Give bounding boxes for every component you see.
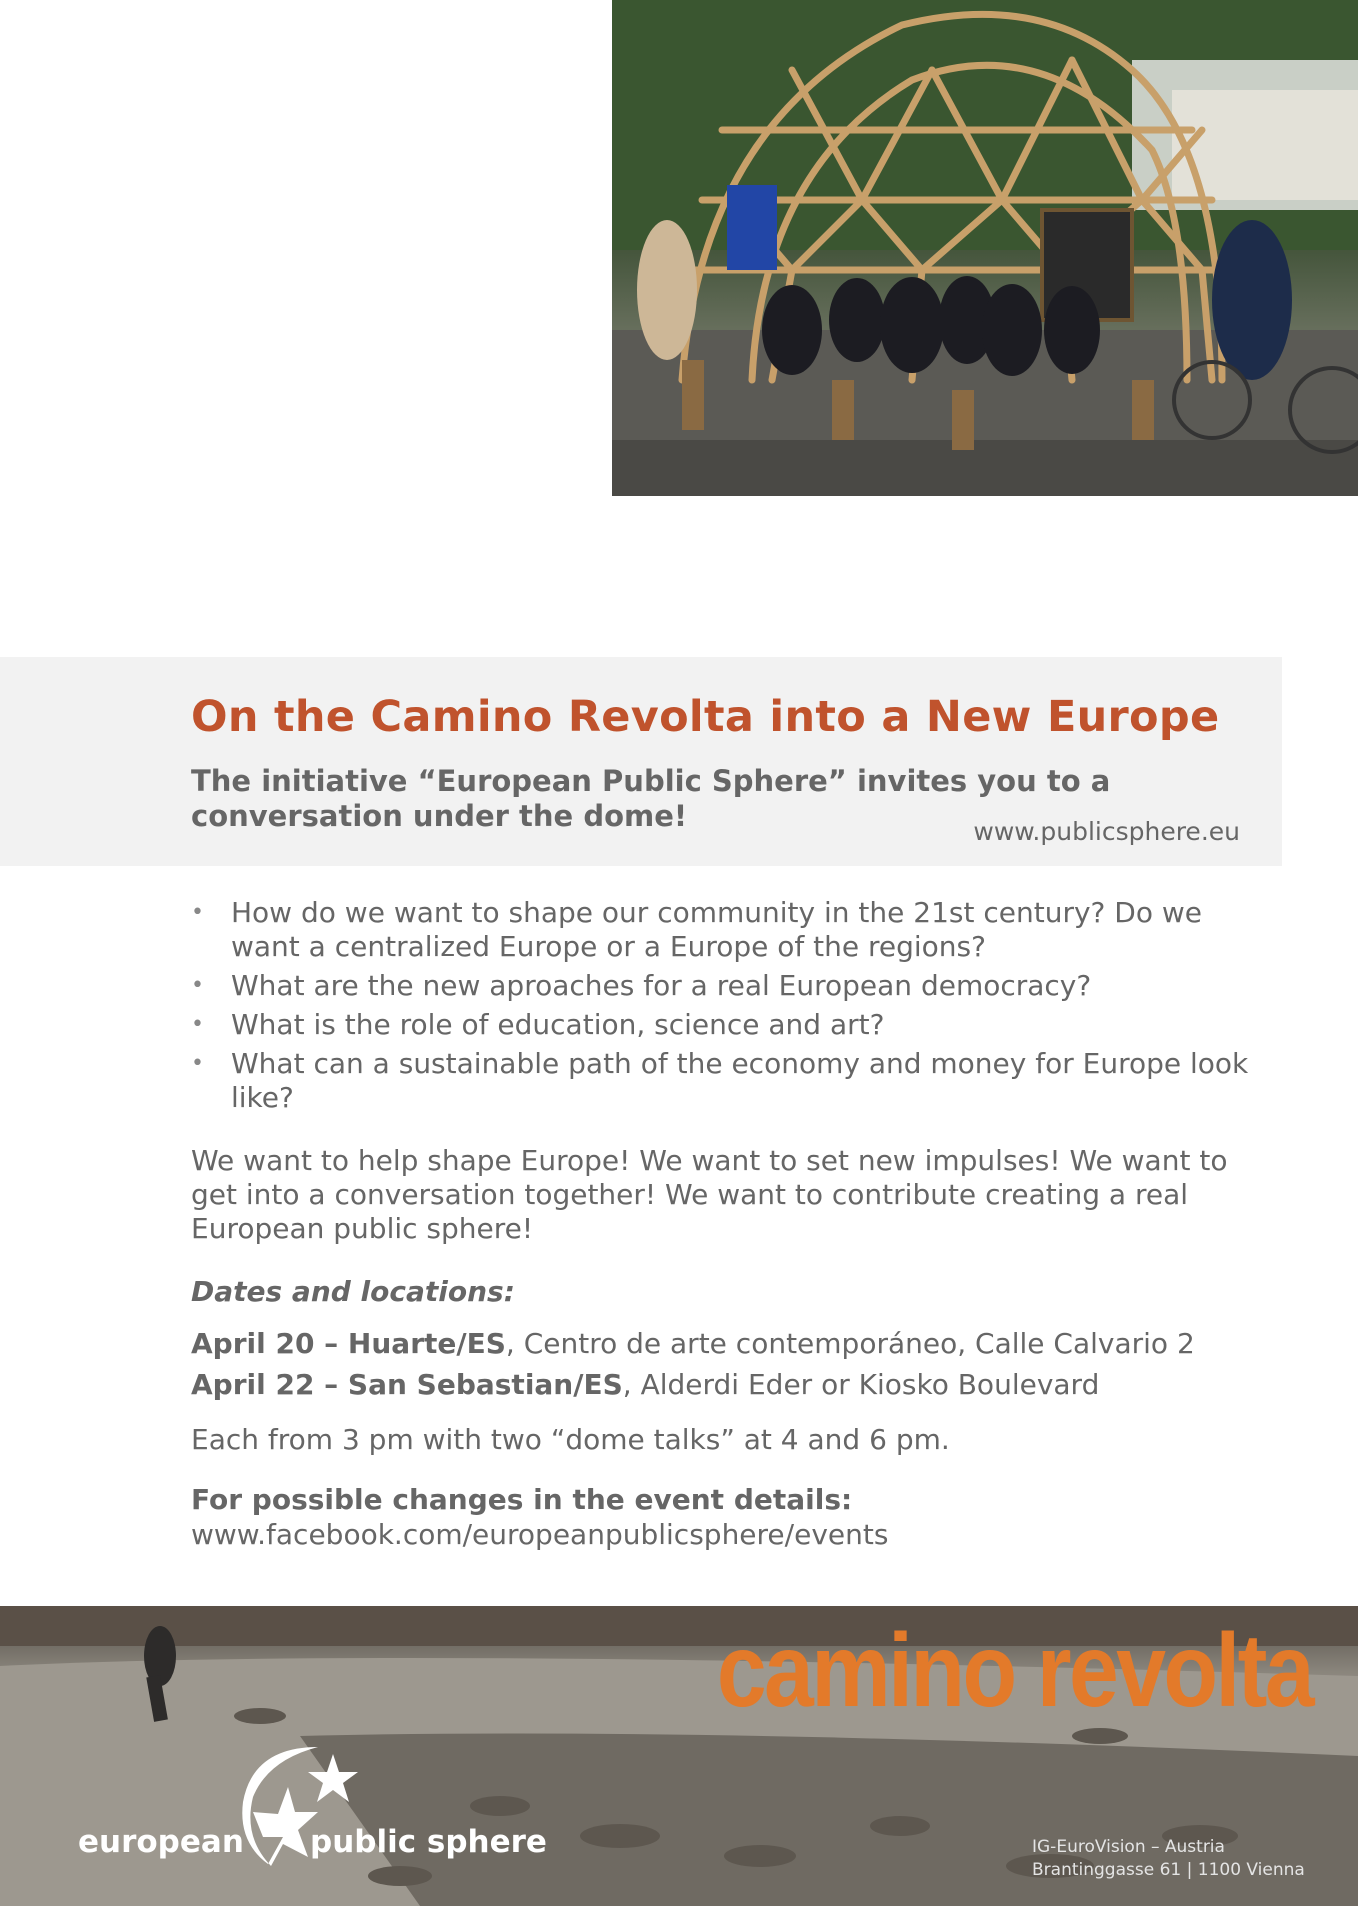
- times-note: Each from 3 pm with two “dome talks” at 4 and 6 pm.: [191, 1423, 950, 1456]
- changes-heading: For possible changes in the event details:: [191, 1483, 853, 1516]
- dome-photo-illustration: [612, 0, 1358, 496]
- address-line: Brantinggasse 61 | 1100 Vienna: [1032, 1860, 1305, 1880]
- list-item: [191, 1047, 1251, 1115]
- address-line: IG-EuroVision – Austria: [1032, 1837, 1225, 1857]
- page-title: On the Camino Revolta into a New Europe: [191, 692, 1220, 742]
- website-link[interactable]: www.publicsphere.eu: [973, 817, 1240, 846]
- question-text: What can a sustainable path of the economy and money for Europe look like?: [231, 1047, 1249, 1114]
- dates-heading: Dates and locations:: [191, 1275, 515, 1308]
- organizer-address: [1032, 1836, 1305, 1882]
- bullet-icon: •: [191, 1012, 204, 1037]
- date-when: April 20 – Huarte/ES: [191, 1327, 506, 1360]
- date-entry: [191, 1327, 1195, 1360]
- logo-text-european: european: [78, 1824, 244, 1860]
- question-text: How do we want to shape our community in the 21st century? Do we want a centralized Europe or a Europe of the regions?: [231, 896, 1203, 963]
- date-when: April 22 – San Sebastian/ES: [191, 1368, 623, 1401]
- date-entry: [191, 1368, 1099, 1401]
- camino-revolta-title: camino revolta: [716, 1613, 1312, 1729]
- list-item: [191, 1008, 1251, 1042]
- date-where: , Centro de arte contemporáneo, Calle Calvario 2: [505, 1327, 1195, 1360]
- facebook-events-link[interactable]: www.facebook.com/europeanpublicsphere/events: [191, 1518, 889, 1551]
- question-text: What are the new aproaches for a real European democracy?: [231, 969, 1092, 1002]
- questions-list: [191, 896, 1251, 1120]
- eps-logo: [70, 1742, 547, 1872]
- logo-text-public-sphere: public sphere: [310, 1824, 547, 1860]
- list-item: [191, 896, 1251, 964]
- intro-paragraph: We want to help shape Europe! We want to set new impulses! We want to get into a conversation together! We want to contribute creating a real European public sphere!: [191, 1144, 1228, 1245]
- list-item: [191, 969, 1251, 1003]
- bullet-icon: •: [191, 900, 204, 925]
- bullet-icon: •: [191, 973, 204, 998]
- bullet-icon: •: [191, 1051, 204, 1076]
- dome-photo: [612, 0, 1358, 496]
- question-text: What is the role of education, science and art?: [231, 1008, 885, 1041]
- subtitle: The initiative “European Public Sphere” invites you to a conversation under the dome!: [191, 764, 1111, 833]
- date-where: , Alderdi Eder or Kiosko Boulevard: [622, 1368, 1100, 1401]
